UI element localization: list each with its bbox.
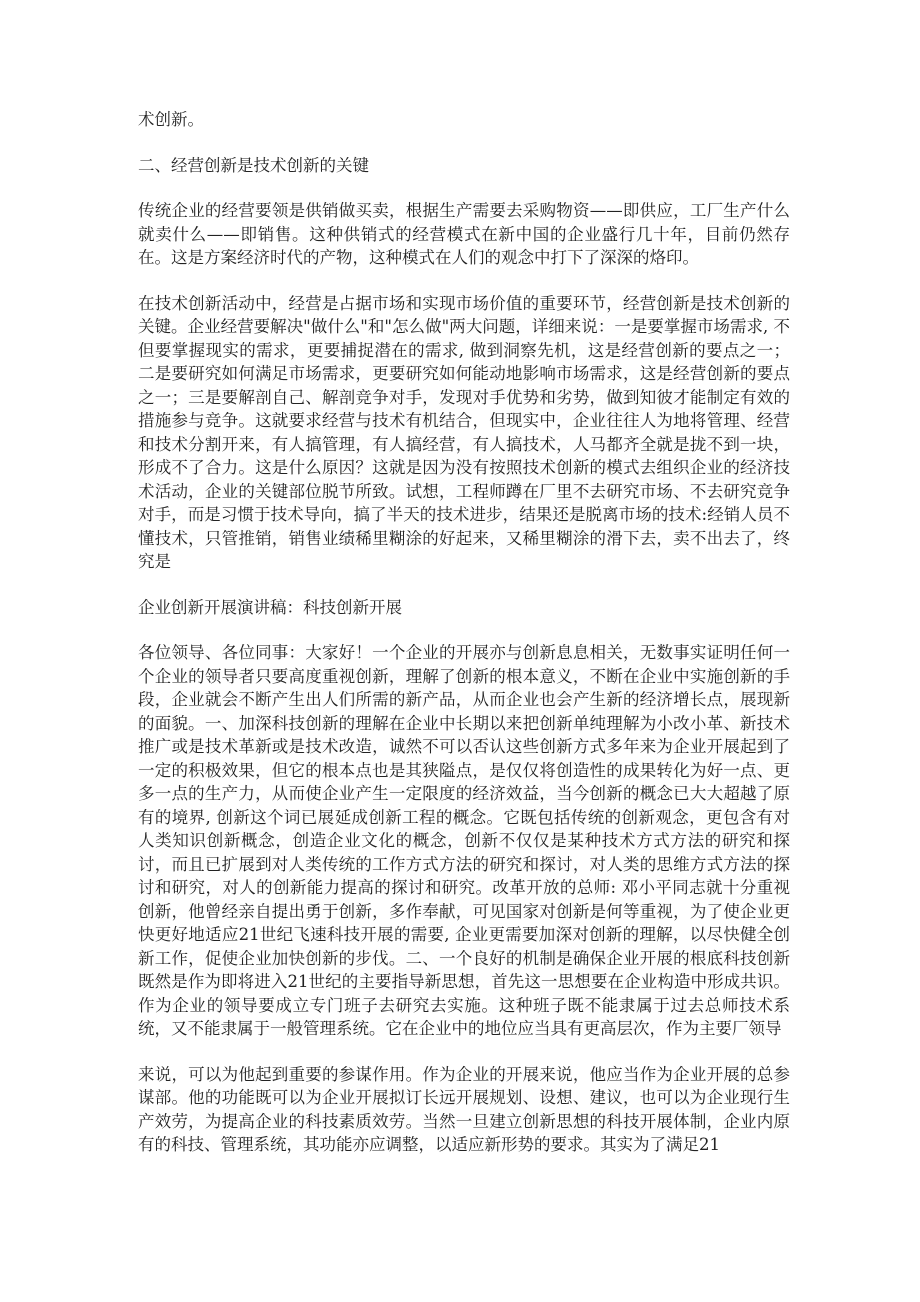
speech-title: 企业创新开展演讲稿：科技创新开展 bbox=[138, 597, 402, 617]
paragraph-speech-body: 各位领导、各位同事：大家好！一个企业的开展亦与创新息息相关，无数事实证明任何一个企业的领导者只要高度重视创新，理解了创新的根本意义，不断在企业中实施创新的手段，企业就会不断产生出人们所需的新产品，从而企业也会产生新的经济增长点，展现新的面貌。一、加深科技创新的理解在企业中长期以来把创新单纯理解为小改小革、新技术推广或是技术革新或是技术改造，诚然不可以否认这些创新方式多年来为企业开展起到了一定的积极效果，但它的根本点也是其狭隘点，是仅仅将创造性的成果转化为好一点、更多一点的生产力，从而使企业产生一定限度的经济效益，当今创新的概念已大大超越了原有的境界, 创新这个词已展延成创新工程的概念。它既包括传统的创新观念，更包含有对人类知识创新概念，创造企业文化的概念，创新不仅仅是某种技术方式方法的研究和探讨，而且已扩展到对人类传统的工作方式方法的研究和探讨，对人类的思维方式方法的探讨和研究，对人的创新能力提高的探讨和研究。改革开放的总师: 邓小平同志就十分重视创新，他曾经亲自提出勇于创新，多作奉献，可见国家对创新是何等重视，为了使企业更快更好地适应21世纪飞速科技开展的需要, 企业更需要加深对创新的理解，以尽快健全创新工作，促使企业加快创新的步伐。二、一个良好的机制是确保企业开展的根底科技创新既然是作为即将进入21世纪的主要指导新思想，首先这一思想要在企业构造中形成共识。作为企业的领导要成立专门班子去研究去实施。这种班子既不能隶属于过去总师技术系统，又不能隶属于一般管理系统。它在企业中的地位应当具有更高层次，作为主要厂领导 bbox=[138, 643, 790, 1038]
document-body bbox=[138, 108, 790, 1157]
paragraph-speech-continuation: 来说，可以为他起到重要的参谋作用。作为企业的开展来说，他应当作为企业开展的总参谋部。他的功能既可以为企业开展拟订长远开展规划、设想、建议，也可以为企业现行生产效劳，为提高企业的科技素质效劳。当然一旦建立创新思想的科技开展体制，企业内原有的科技、管理系统，其功能亦应调整，以适应新形势的要求。其实为了满足21 bbox=[138, 1064, 790, 1154]
paragraph-continuation: 术创新。 bbox=[138, 110, 204, 129]
paragraph-tech-innovation-activity: 在技术创新活动中，经营是占据市场和实现市场价值的重要环节，经营创新是技术创新的关键。企业经营要解决"做什么"和"怎么做"两大问题，详细来说：一是要掌握市场需求, 不但要掌握现实的需求，更要捕捉潜在的需求, 做到洞察先机，这是经营创新的要点之一；二是要研究如何满足市场需求，更要研究如何能动地影响市场需求，这是经营创新的要点之一；三是要解剖自己、解剖竞争对手，发现对手优势和劣势，做到知彼才能制定有效的措施参与竞争。这就要求经营与技术有机结合，但现实中，企业往往人为地将管理、经营和技术分割开来，有人搞管理，有人搞经营，有人搞技术，人马都齐全就是拢不到一块，形成不了合力。这是什么原因？这就是因为没有按照技术创新的模式去组织企业的经济技术活动，企业的关键部位脱节所致。试想，工程师蹲在厂里不去研究市场、不去研究竞争对手，而是习惯于技术导向，搞了半天的技术进步，结果还是脱离市场的技术:经销人员不懂技术，只管推销，销售业绩稀里糊涂的好起来，又稀里糊涂的滑下去，卖不出去了，终究是 bbox=[138, 293, 790, 571]
section-heading-business-innovation: 二、经营创新是技术创新的关键 bbox=[138, 155, 369, 175]
paragraph-traditional-business: 传统企业的经营要领是供销做买卖，根据生产需要去采购物资——即供应，工厂生产什么就卖什么——即销售。这种供销式的经营模式在新中国的企业盛行几十年，目前仍然存在。这是方案经济时代的产物，这种模式在人们的观念中打下了深深的烙印。 bbox=[138, 201, 790, 267]
